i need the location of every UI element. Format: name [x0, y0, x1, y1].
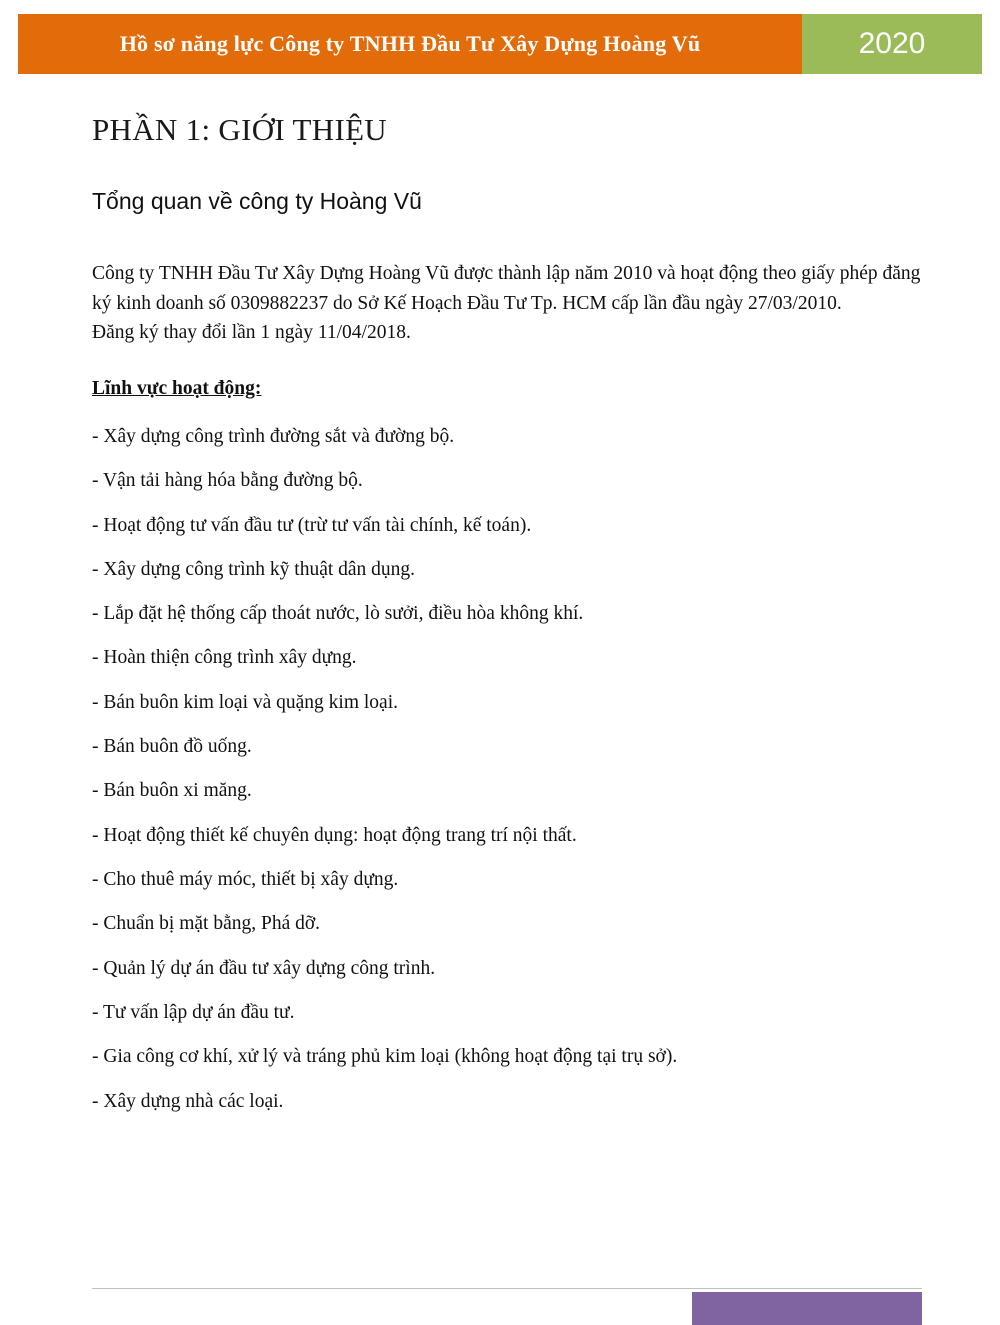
section-title: Tổng quan về công ty Hoàng Vũ: [92, 188, 422, 214]
footer-divider: [92, 1288, 922, 1289]
header-year-text: 2020: [858, 27, 926, 60]
page-header: [18, 14, 982, 74]
document-body: [92, 112, 922, 1133]
list-item: - Hoạt động thiết kế chuyên dụng: hoạt động trang trí nội thất.: [92, 824, 577, 846]
header-title-banner: [18, 14, 802, 74]
list-item: - Xây dựng công trình đường sắt và đường bộ.: [92, 425, 455, 447]
list-item: - Vận tải hàng hóa bằng đường bộ.: [92, 470, 363, 492]
header-year-banner: [802, 14, 982, 74]
activities-heading: Lĩnh vực hoạt động:: [92, 377, 262, 399]
intro-paragraph-2: Đăng ký thay đổi lần 1 ngày 11/04/2018.: [92, 322, 411, 344]
list-item: - Hoàn thiện công trình xây dựng.: [92, 647, 357, 669]
list-item: - Bán buôn xi măng.: [92, 780, 252, 802]
page-number: 1: [936, 1296, 945, 1313]
list-item: - Bán buôn kim loại và quặng kim loại.: [92, 691, 398, 713]
list-item: - Bán buôn đồ uống.: [92, 736, 252, 758]
list-item: - Lắp đặt hệ thống cấp thoát nước, lò sưởi, điều hòa không khí.: [92, 603, 584, 625]
part-title: PHẦN 1: GIỚI THIỆU: [92, 112, 387, 147]
list-item: - Gia công cơ khí, xử lý và tráng phủ kim loại (không hoạt động tại trụ sở).: [92, 1046, 678, 1068]
list-item: - Quản lý dự án đầu tư xây dựng công trình.: [92, 957, 436, 979]
list-item: - Chuẩn bị mặt bằng, Phá dỡ.: [92, 913, 321, 935]
list-item: - Tư vấn lập dự án đầu tư.: [92, 1001, 295, 1023]
list-item: - Xây dựng nhà các loại.: [92, 1090, 284, 1112]
list-item: - Cho thuê máy móc, thiết bị xây dựng.: [92, 869, 399, 890]
intro-paragraph-1: Công ty TNHH Đầu Tư Xây Dựng Hoàng Vũ được thành lập năm 2010 và hoạt động theo giấy phép đăng ký kinh doanh số 0309882237 do Sở Kế Hoạch Đầu Tư Tp. HCM cấp lần đầu ngày 27/03/2010.: [92, 263, 921, 314]
header-title-text: Hồ sơ năng lực Công ty TNHH Đầu Tư Xây Dựng Hoàng Vũ: [119, 31, 701, 56]
list-item: - Xây dựng công trình kỹ thuật dân dụng.: [92, 558, 416, 580]
activities-list: [92, 424, 922, 1115]
list-item: - Hoạt động tư vấn đầu tư (trừ tư vấn tài chính, kế toán).: [92, 514, 532, 536]
footer-accent-box: [692, 1292, 922, 1325]
